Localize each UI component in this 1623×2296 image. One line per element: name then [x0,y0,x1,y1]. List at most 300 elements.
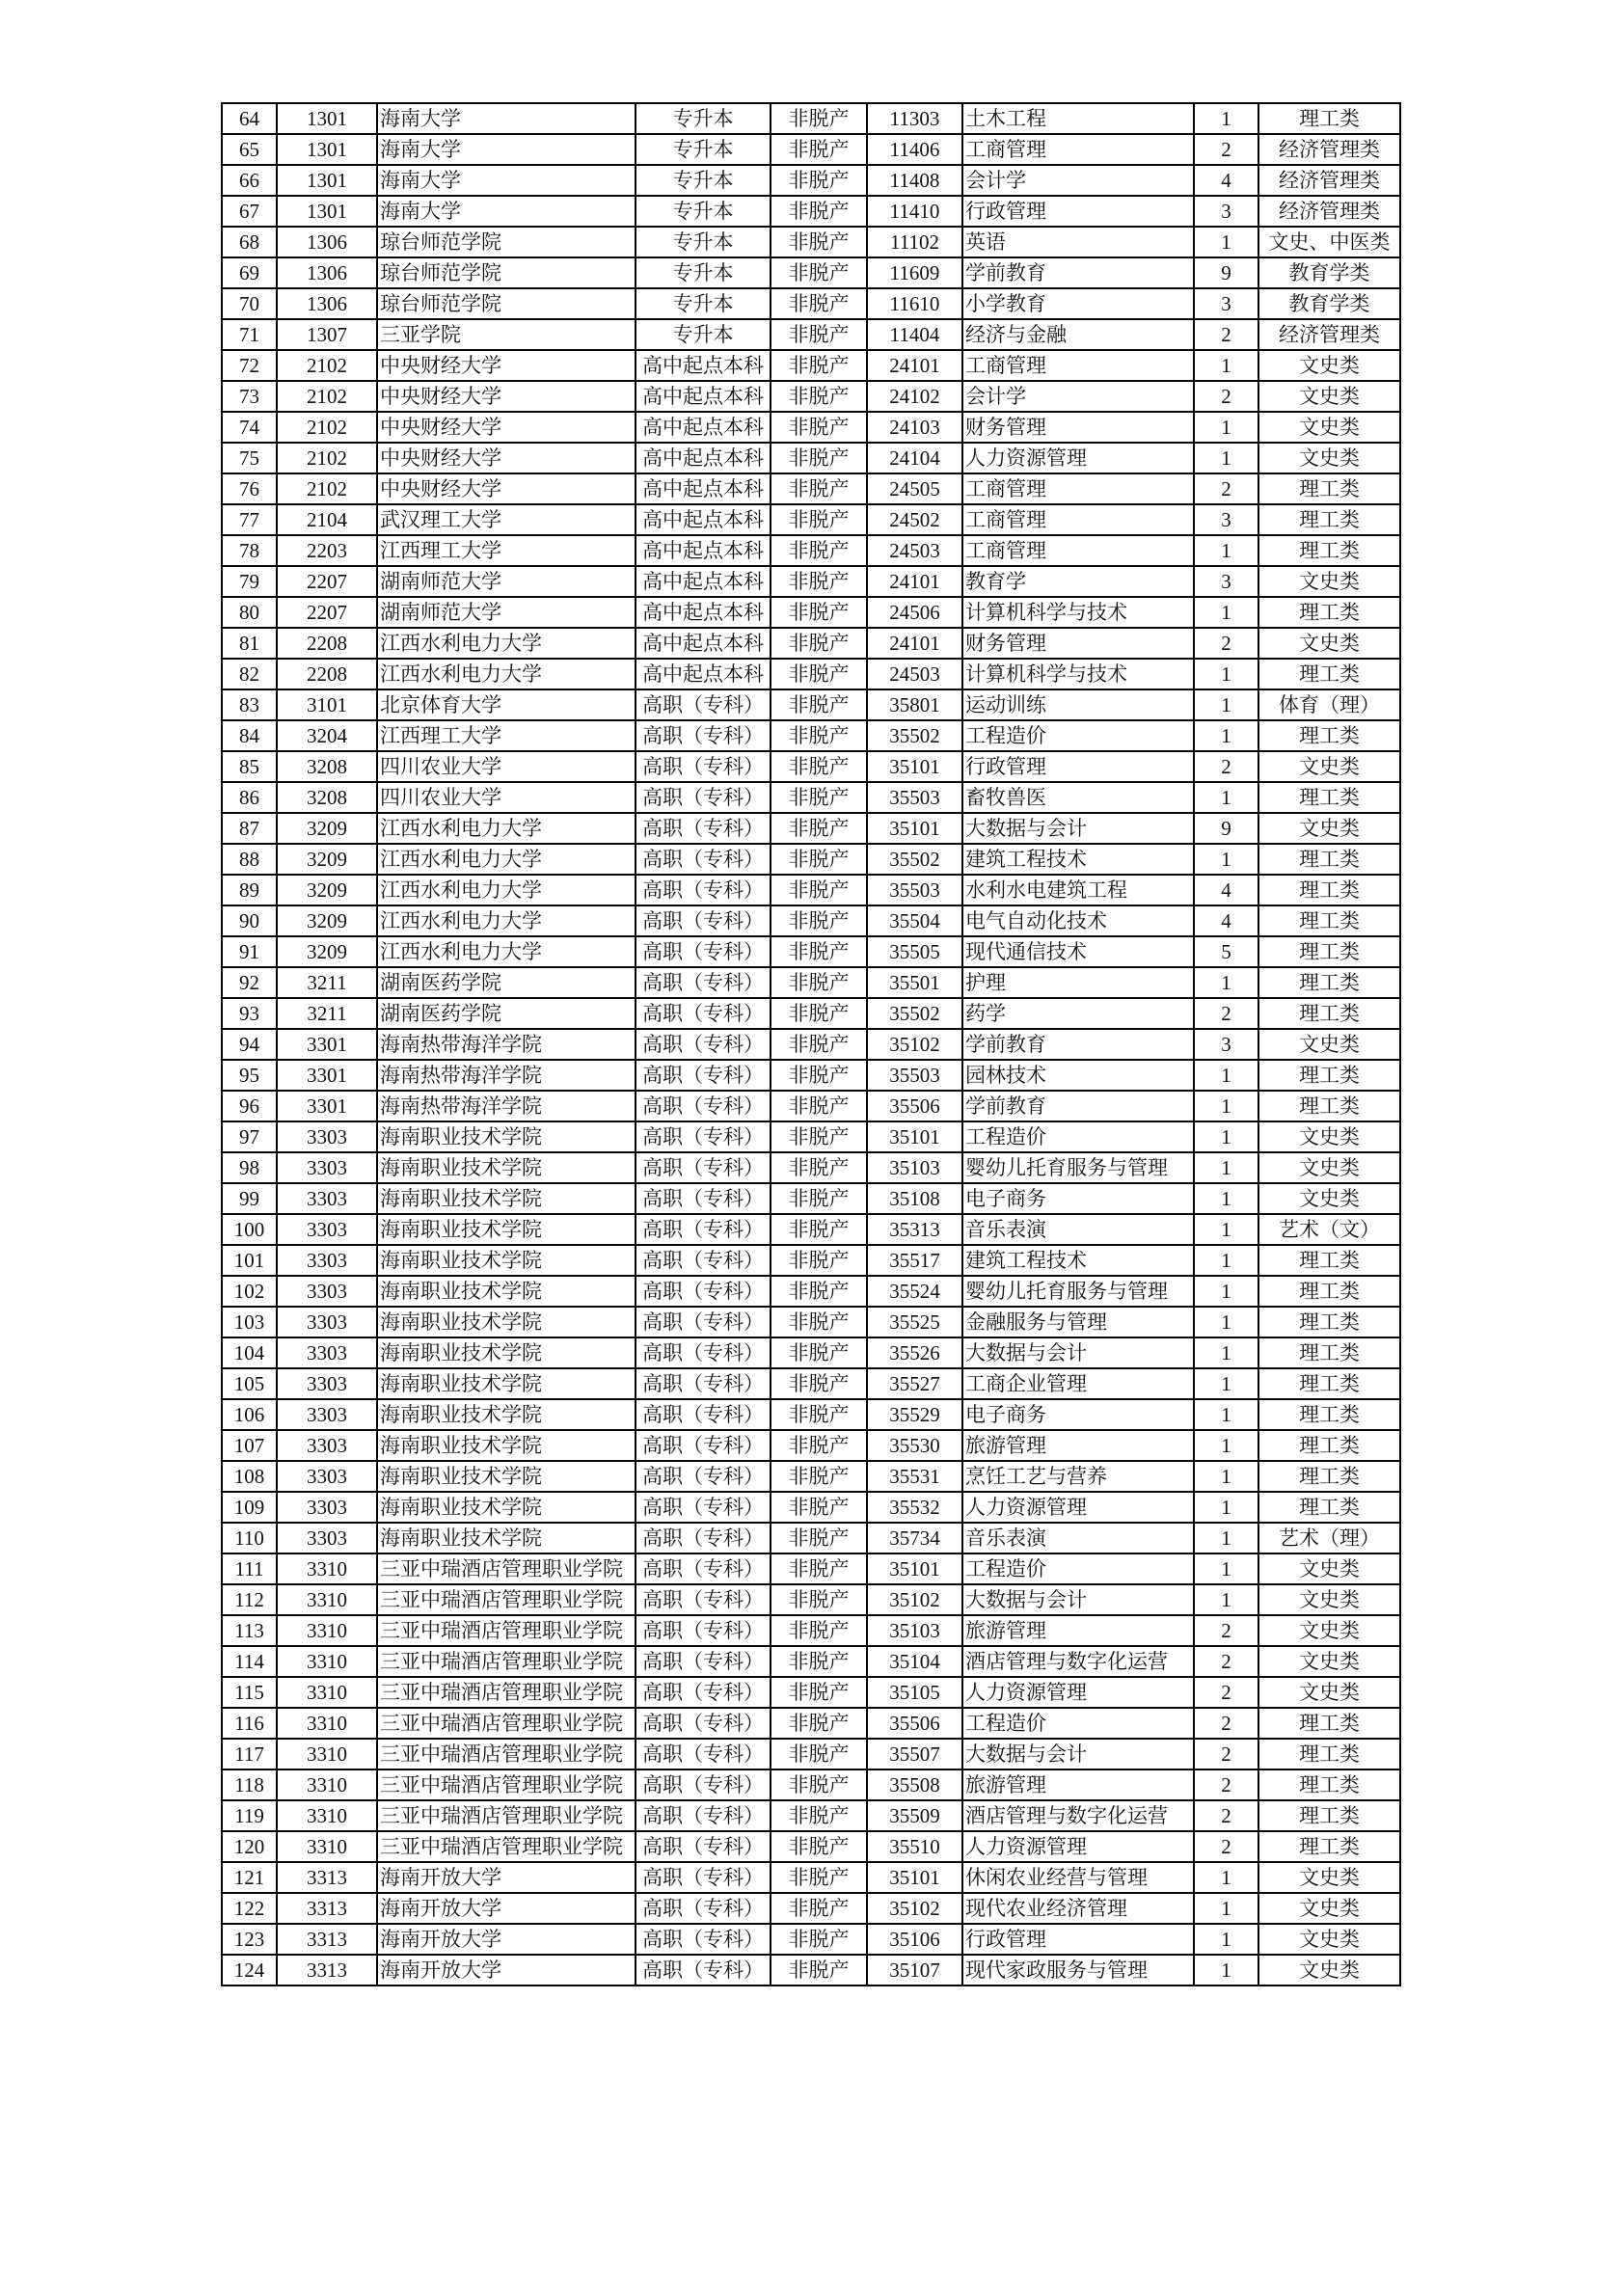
institution-name-cell: 江西水利电力大学 [377,936,636,967]
study-mode-cell: 非脱产 [771,936,867,967]
study-mode-cell: 非脱产 [771,1523,867,1553]
institution-name-cell: 江西水利电力大学 [377,905,636,936]
major-name-cell: 药学 [962,998,1194,1029]
major-code-cell: 35313 [867,1214,962,1245]
quota-cell: 1 [1194,1893,1258,1924]
institution-name-cell: 海南职业技术学院 [377,1523,636,1553]
major-name-cell: 经济与金融 [962,319,1194,350]
category-cell: 理工类 [1258,720,1400,751]
major-code-cell: 24502 [867,504,962,535]
major-name-cell: 工程造价 [962,1553,1194,1584]
institution-code-cell: 2203 [277,535,377,566]
major-name-cell: 旅游管理 [962,1430,1194,1461]
institution-name-cell: 海南职业技术学院 [377,1430,636,1461]
study-mode-cell: 非脱产 [771,967,867,998]
table-row [222,782,1400,813]
institution-name-cell: 三亚中瑞酒店管理职业学院 [377,1769,636,1800]
level-cell: 专升本 [636,227,771,257]
institution-code-cell: 3310 [277,1584,377,1615]
quota-cell: 1 [1194,535,1258,566]
study-mode-cell: 非脱产 [771,134,867,165]
row-number-cell: 101 [222,1245,277,1276]
institution-code-cell: 3303 [277,1492,377,1523]
major-name-cell: 现代农业经济管理 [962,1893,1194,1924]
table-row [222,350,1400,381]
major-name-cell: 大数据与会计 [962,1739,1194,1769]
institution-code-cell: 2207 [277,566,377,597]
level-cell: 高职（专科） [636,1183,771,1214]
major-code-cell: 35503 [867,782,962,813]
table-row [222,1800,1400,1831]
category-cell: 文史类 [1258,1029,1400,1060]
category-cell: 文史类 [1258,1121,1400,1152]
major-code-cell: 35501 [867,967,962,998]
level-cell: 高职（专科） [636,1708,771,1739]
major-code-cell: 11610 [867,288,962,319]
level-cell: 专升本 [636,103,771,134]
row-number-cell: 91 [222,936,277,967]
major-code-cell: 35510 [867,1831,962,1862]
level-cell: 高中起点本科 [636,628,771,659]
table-row [222,1337,1400,1368]
quota-cell: 2 [1194,1615,1258,1646]
major-name-cell: 护理 [962,967,1194,998]
table-body [222,103,1400,1985]
row-number-cell: 74 [222,412,277,443]
category-cell: 经济管理类 [1258,134,1400,165]
row-number-cell: 103 [222,1307,277,1337]
quota-cell: 1 [1194,1060,1258,1091]
category-cell: 理工类 [1258,1769,1400,1800]
institution-name-cell: 江西水利电力大学 [377,628,636,659]
institution-code-cell: 3310 [277,1615,377,1646]
institution-name-cell: 海南职业技术学院 [377,1461,636,1492]
quota-cell: 1 [1194,103,1258,134]
major-name-cell: 学前教育 [962,1091,1194,1121]
level-cell: 高职（专科） [636,1955,771,1985]
major-name-cell: 电子商务 [962,1183,1194,1214]
row-number-cell: 108 [222,1461,277,1492]
quota-cell: 1 [1194,1152,1258,1183]
institution-code-cell: 3313 [277,1862,377,1893]
table-row [222,535,1400,566]
table-row [222,1677,1400,1708]
row-number-cell: 92 [222,967,277,998]
row-number-cell: 65 [222,134,277,165]
institution-code-cell: 3303 [277,1214,377,1245]
category-cell: 经济管理类 [1258,165,1400,196]
table-row [222,628,1400,659]
major-code-cell: 35508 [867,1769,962,1800]
major-code-cell: 35102 [867,1029,962,1060]
category-cell: 理工类 [1258,782,1400,813]
quota-cell: 2 [1194,381,1258,412]
study-mode-cell: 非脱产 [771,1893,867,1924]
study-mode-cell: 非脱产 [771,443,867,473]
table-row [222,1924,1400,1955]
major-name-cell: 工商管理 [962,504,1194,535]
row-number-cell: 112 [222,1584,277,1615]
major-name-cell: 行政管理 [962,751,1194,782]
level-cell: 高职（专科） [636,1615,771,1646]
study-mode-cell: 非脱产 [771,1584,867,1615]
study-mode-cell: 非脱产 [771,597,867,628]
category-cell: 文史类 [1258,1646,1400,1677]
level-cell: 高职（专科） [636,1337,771,1368]
institution-code-cell: 3310 [277,1677,377,1708]
category-cell: 文史类 [1258,350,1400,381]
major-code-cell: 35502 [867,998,962,1029]
institution-code-cell: 3301 [277,1060,377,1091]
major-name-cell: 园林技术 [962,1060,1194,1091]
study-mode-cell: 非脱产 [771,1492,867,1523]
table-row [222,1091,1400,1121]
row-number-cell: 121 [222,1862,277,1893]
table-row [222,1708,1400,1739]
study-mode-cell: 非脱产 [771,1862,867,1893]
table-row [222,1769,1400,1800]
institution-code-cell: 2102 [277,473,377,504]
level-cell: 高职（专科） [636,1523,771,1553]
table-row [222,597,1400,628]
level-cell: 高职（专科） [636,1029,771,1060]
quota-cell: 3 [1194,1029,1258,1060]
major-code-cell: 11410 [867,196,962,227]
quota-cell: 1 [1194,844,1258,875]
category-cell: 理工类 [1258,1245,1400,1276]
row-number-cell: 69 [222,257,277,288]
major-code-cell: 35529 [867,1399,962,1430]
study-mode-cell: 非脱产 [771,1276,867,1307]
level-cell: 高职（专科） [636,1430,771,1461]
table-row [222,689,1400,720]
institution-code-cell: 1306 [277,288,377,319]
row-number-cell: 80 [222,597,277,628]
category-cell: 文史类 [1258,1955,1400,1985]
study-mode-cell: 非脱产 [771,165,867,196]
row-number-cell: 113 [222,1615,277,1646]
row-number-cell: 81 [222,628,277,659]
table-row [222,1307,1400,1337]
major-code-cell: 35107 [867,1955,962,1985]
major-code-cell: 35801 [867,689,962,720]
table-row [222,1121,1400,1152]
institution-code-cell: 1301 [277,134,377,165]
quota-cell: 2 [1194,1708,1258,1739]
major-name-cell: 现代通信技术 [962,936,1194,967]
level-cell: 高职（专科） [636,1492,771,1523]
institution-name-cell: 湖南师范大学 [377,597,636,628]
major-code-cell: 35517 [867,1245,962,1276]
table-row [222,844,1400,875]
major-code-cell: 24101 [867,350,962,381]
institution-name-cell: 琼台师范学院 [377,257,636,288]
institution-code-cell: 3303 [277,1152,377,1183]
major-code-cell: 35106 [867,1924,962,1955]
quota-cell: 1 [1194,659,1258,689]
table-row [222,288,1400,319]
study-mode-cell: 非脱产 [771,628,867,659]
level-cell: 专升本 [636,134,771,165]
level-cell: 专升本 [636,165,771,196]
row-number-cell: 104 [222,1337,277,1368]
institution-name-cell: 三亚中瑞酒店管理职业学院 [377,1739,636,1769]
level-cell: 高职（专科） [636,1646,771,1677]
study-mode-cell: 非脱产 [771,196,867,227]
row-number-cell: 86 [222,782,277,813]
major-name-cell: 工商管理 [962,134,1194,165]
institution-name-cell: 三亚中瑞酒店管理职业学院 [377,1708,636,1739]
major-code-cell: 35503 [867,1060,962,1091]
table-row [222,936,1400,967]
major-name-cell: 工程造价 [962,1708,1194,1739]
quota-cell: 3 [1194,566,1258,597]
table-row [222,720,1400,751]
row-number-cell: 76 [222,473,277,504]
major-code-cell: 35102 [867,1584,962,1615]
study-mode-cell: 非脱产 [771,1214,867,1245]
level-cell: 高中起点本科 [636,566,771,597]
row-number-cell: 114 [222,1646,277,1677]
quota-cell: 2 [1194,134,1258,165]
institution-name-cell: 中央财经大学 [377,381,636,412]
row-number-cell: 124 [222,1955,277,1985]
row-number-cell: 85 [222,751,277,782]
row-number-cell: 89 [222,875,277,905]
study-mode-cell: 非脱产 [771,905,867,936]
major-name-cell: 行政管理 [962,196,1194,227]
level-cell: 高职（专科） [636,1245,771,1276]
major-name-cell: 建筑工程技术 [962,1245,1194,1276]
study-mode-cell: 非脱产 [771,288,867,319]
table-row [222,443,1400,473]
institution-code-cell: 3303 [277,1461,377,1492]
institution-code-cell: 3303 [277,1337,377,1368]
table-row [222,875,1400,905]
institution-code-cell: 2102 [277,350,377,381]
institution-name-cell: 海南职业技术学院 [377,1214,636,1245]
major-name-cell: 酒店管理与数字化运营 [962,1800,1194,1831]
row-number-cell: 94 [222,1029,277,1060]
table-row [222,227,1400,257]
institution-code-cell: 2104 [277,504,377,535]
quota-cell: 1 [1194,1091,1258,1121]
row-number-cell: 83 [222,689,277,720]
row-number-cell: 75 [222,443,277,473]
level-cell: 高中起点本科 [636,597,771,628]
institution-code-cell: 3313 [277,1955,377,1985]
institution-code-cell: 2208 [277,628,377,659]
level-cell: 高中起点本科 [636,443,771,473]
major-code-cell: 35530 [867,1430,962,1461]
study-mode-cell: 非脱产 [771,257,867,288]
institution-name-cell: 江西水利电力大学 [377,875,636,905]
major-name-cell: 工商管理 [962,350,1194,381]
quota-cell: 1 [1194,1121,1258,1152]
table-row [222,998,1400,1029]
table-row [222,1461,1400,1492]
institution-name-cell: 三亚中瑞酒店管理职业学院 [377,1646,636,1677]
category-cell: 文史类 [1258,1152,1400,1183]
study-mode-cell: 非脱产 [771,103,867,134]
quota-cell: 1 [1194,1276,1258,1307]
major-code-cell: 35101 [867,1553,962,1584]
major-name-cell: 大数据与会计 [962,1584,1194,1615]
row-number-cell: 98 [222,1152,277,1183]
institution-code-cell: 3208 [277,751,377,782]
study-mode-cell: 非脱产 [771,1091,867,1121]
level-cell: 专升本 [636,196,771,227]
quota-cell: 1 [1194,720,1258,751]
major-code-cell: 35531 [867,1461,962,1492]
table-row [222,1553,1400,1584]
category-cell: 文史类 [1258,1924,1400,1955]
major-code-cell: 11406 [867,134,962,165]
level-cell: 高职（专科） [636,1276,771,1307]
institution-name-cell: 北京体育大学 [377,689,636,720]
major-name-cell: 工商管理 [962,473,1194,504]
quota-cell: 1 [1194,1214,1258,1245]
category-cell: 体育（理） [1258,689,1400,720]
study-mode-cell: 非脱产 [771,227,867,257]
major-code-cell: 35103 [867,1152,962,1183]
quota-cell: 4 [1194,165,1258,196]
institution-name-cell: 中央财经大学 [377,350,636,381]
major-code-cell: 24103 [867,412,962,443]
major-name-cell: 建筑工程技术 [962,844,1194,875]
level-cell: 高职（专科） [636,782,771,813]
study-mode-cell: 非脱产 [771,412,867,443]
category-cell: 文史类 [1258,1615,1400,1646]
major-name-cell: 旅游管理 [962,1615,1194,1646]
table-row [222,1615,1400,1646]
major-code-cell: 24101 [867,628,962,659]
category-cell: 理工类 [1258,597,1400,628]
institution-code-cell: 3211 [277,998,377,1029]
study-mode-cell: 非脱产 [771,689,867,720]
level-cell: 高职（专科） [636,1924,771,1955]
row-number-cell: 119 [222,1800,277,1831]
table-row [222,659,1400,689]
major-code-cell: 35101 [867,813,962,844]
quota-cell: 4 [1194,875,1258,905]
category-cell: 理工类 [1258,504,1400,535]
level-cell: 高职（专科） [636,1800,771,1831]
table-row [222,1523,1400,1553]
level-cell: 高职（专科） [636,1152,771,1183]
quota-cell: 2 [1194,1646,1258,1677]
major-code-cell: 11303 [867,103,962,134]
major-code-cell: 35532 [867,1492,962,1523]
category-cell: 理工类 [1258,875,1400,905]
row-number-cell: 68 [222,227,277,257]
row-number-cell: 66 [222,165,277,196]
major-name-cell: 金融服务与管理 [962,1307,1194,1337]
table-row [222,1492,1400,1523]
table-row [222,165,1400,196]
table-row [222,1584,1400,1615]
institution-code-cell: 3303 [277,1368,377,1399]
category-cell: 理工类 [1258,1492,1400,1523]
major-code-cell: 35108 [867,1183,962,1214]
institution-code-cell: 3310 [277,1553,377,1584]
major-code-cell: 35507 [867,1739,962,1769]
row-number-cell: 67 [222,196,277,227]
major-name-cell: 音乐表演 [962,1214,1194,1245]
institution-name-cell: 三亚中瑞酒店管理职业学院 [377,1584,636,1615]
level-cell: 高中起点本科 [636,659,771,689]
quota-cell: 1 [1194,1183,1258,1214]
institution-name-cell: 海南开放大学 [377,1862,636,1893]
major-code-cell: 24503 [867,535,962,566]
study-mode-cell: 非脱产 [771,1677,867,1708]
row-number-cell: 78 [222,535,277,566]
major-name-cell: 行政管理 [962,1924,1194,1955]
level-cell: 高职（专科） [636,1214,771,1245]
major-name-cell: 运动训练 [962,689,1194,720]
major-name-cell: 人力资源管理 [962,1492,1194,1523]
level-cell: 高中起点本科 [636,412,771,443]
institution-name-cell: 海南职业技术学院 [377,1183,636,1214]
level-cell: 高中起点本科 [636,504,771,535]
major-name-cell: 计算机科学与技术 [962,659,1194,689]
quota-cell: 1 [1194,782,1258,813]
major-code-cell: 35506 [867,1708,962,1739]
study-mode-cell: 非脱产 [771,381,867,412]
institution-code-cell: 3209 [277,844,377,875]
institution-name-cell: 琼台师范学院 [377,227,636,257]
quota-cell: 2 [1194,751,1258,782]
quota-cell: 2 [1194,628,1258,659]
major-name-cell: 英语 [962,227,1194,257]
row-number-cell: 107 [222,1430,277,1461]
row-number-cell: 120 [222,1831,277,1862]
major-name-cell: 人力资源管理 [962,443,1194,473]
quota-cell: 2 [1194,1831,1258,1862]
table-row [222,1955,1400,1985]
institution-name-cell: 三亚中瑞酒店管理职业学院 [377,1800,636,1831]
institution-name-cell: 江西理工大学 [377,535,636,566]
institution-code-cell: 3101 [277,689,377,720]
institution-name-cell: 海南热带海洋学院 [377,1060,636,1091]
table-row [222,504,1400,535]
institution-name-cell: 江西理工大学 [377,720,636,751]
study-mode-cell: 非脱产 [771,1183,867,1214]
row-number-cell: 88 [222,844,277,875]
institution-code-cell: 3303 [277,1183,377,1214]
category-cell: 文史类 [1258,1862,1400,1893]
table-row [222,1646,1400,1677]
institution-code-cell: 3310 [277,1708,377,1739]
institution-name-cell: 中央财经大学 [377,443,636,473]
major-code-cell: 24102 [867,381,962,412]
major-name-cell: 电子商务 [962,1399,1194,1430]
quota-cell: 2 [1194,998,1258,1029]
table-row [222,319,1400,350]
study-mode-cell: 非脱产 [771,1029,867,1060]
institution-code-cell: 2102 [277,412,377,443]
row-number-cell: 82 [222,659,277,689]
level-cell: 高职（专科） [636,1893,771,1924]
institution-name-cell: 海南职业技术学院 [377,1399,636,1430]
study-mode-cell: 非脱产 [771,1307,867,1337]
table-row [222,257,1400,288]
table-row [222,1862,1400,1893]
study-mode-cell: 非脱产 [771,1739,867,1769]
institution-name-cell: 三亚学院 [377,319,636,350]
quota-cell: 5 [1194,936,1258,967]
institution-code-cell: 3313 [277,1924,377,1955]
